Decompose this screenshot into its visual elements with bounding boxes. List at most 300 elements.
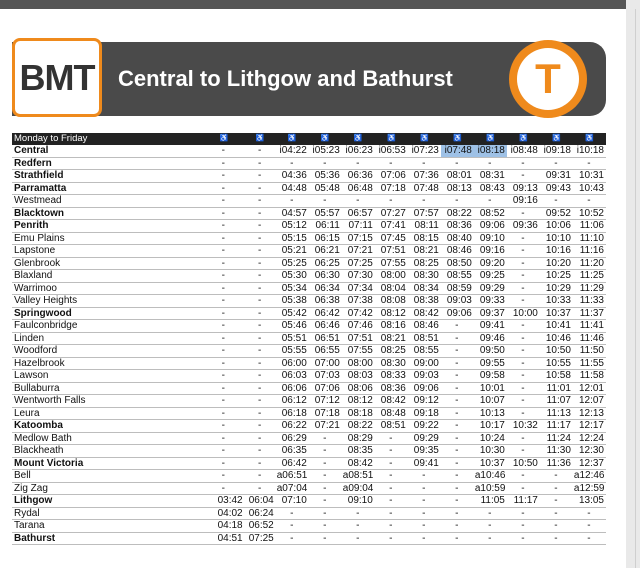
station-name: Westmead [14,195,62,206]
departure-time: 08:01 [446,170,472,181]
departure-time: - [258,282,262,294]
departure-time: 11:55 [579,357,604,369]
departure-time: 07:21 [347,245,373,256]
departure-time: 04:36 [281,170,307,181]
station-name: Blaxland [14,270,53,281]
departure-time: - [221,257,226,269]
departure-time: - [258,157,262,169]
departure-time: - [521,282,525,294]
departure-time: i07:48 [441,145,474,157]
departure-time: - [422,532,426,544]
departure-time: 09:06 [446,307,472,319]
departure-time: 06:38 [314,295,340,306]
departure-time: - [258,195,262,206]
departure-time: 10:16 [545,245,571,256]
departure-time: - [389,432,393,444]
departure-time: - [258,370,262,381]
departure-time: - [521,345,525,356]
departure-time: 08:55 [446,270,472,281]
accessibility-icon: ♿ [441,133,474,145]
departure-time: - [521,245,525,256]
departure-time: - [389,445,393,456]
departure-time: 09:29 [413,432,439,444]
departure-time: - [323,507,327,519]
departure-time: 07:25 [347,257,373,269]
departure-time: - [455,420,459,431]
departure-time: - [221,345,226,356]
departure-time: - [258,145,262,156]
departure-time: - [258,270,262,281]
departure-time: - [258,307,262,319]
departure-time: 08:42 [347,457,373,469]
departure-time: - [290,195,294,206]
departure-time: 05:46 [281,320,307,331]
departure-time: 06:29 [281,432,307,444]
departure-time: - [389,470,393,481]
departure-time: 06:04 [248,495,274,506]
departure-time: 06:03 [281,370,307,381]
departure-time: a09:04 [342,482,374,494]
station-name: Valley Heights [14,295,78,306]
table-row [12,282,606,295]
departure-time: - [587,157,591,169]
departure-time: - [521,207,525,219]
departure-time: - [221,395,226,406]
departure-time: 06:22 [281,420,307,431]
station-name: Springwood [14,307,72,319]
accessibility-icon: ♿ [342,133,375,145]
departure-time: 10:32 [512,420,538,431]
departure-time: 08:03 [347,370,373,381]
departure-time: - [258,445,262,456]
departure-time: - [258,295,262,306]
departure-time: - [455,382,459,394]
station-name: Emu Plains [14,232,65,244]
departure-time: - [554,495,558,506]
departure-time: i08:48 [510,145,538,156]
departure-time: 09:20 [479,257,505,269]
departure-time: - [488,532,492,544]
station-name: Bathurst [14,532,56,544]
departure-time: 08:08 [380,295,406,306]
departure-time: - [221,182,226,194]
departure-time: 06:15 [314,232,340,244]
departure-time: 09:36 [512,220,538,231]
departure-time: 08:33 [380,370,406,381]
table-row [12,307,606,320]
departure-time: 07:11 [348,220,373,231]
station-name: Wentworth Falls [14,395,86,406]
departure-time: 06:30 [314,270,340,281]
departure-time: 06:57 [347,207,373,219]
departure-time: 08:29 [347,432,373,444]
departure-time: 05:57 [314,207,340,219]
departure-time: 07:41 [380,220,406,231]
departure-time: 06:51 [314,332,340,344]
departure-time: 06:11 [315,220,340,231]
departure-time: - [221,332,226,344]
departure-time: 08:43 [479,182,505,194]
departure-time: - [389,482,393,494]
departure-time: 08:21 [380,332,406,344]
departure-time: - [221,420,226,431]
departure-time: 07:42 [347,307,373,319]
departure-time: - [221,470,226,481]
departure-time: 08:22 [446,207,472,219]
departure-time: 05:36 [314,170,340,181]
departure-time: 09:16 [512,195,538,206]
departure-time: 11:13 [546,407,571,419]
departure-time: 04:02 [217,507,243,519]
departure-time: - [422,495,426,506]
departure-time: 10:55 [545,357,571,369]
departure-time: - [221,270,226,281]
departure-time: - [554,532,558,544]
table-row [12,245,606,258]
station-name: Redfern [14,157,52,169]
departure-time: - [258,257,262,269]
departure-time: - [221,457,226,469]
departure-time: 09:06 [413,382,439,394]
departure-time: - [323,457,327,469]
departure-time: 10:43 [578,182,604,194]
departure-time: - [221,295,226,306]
departure-time: 07:18 [380,182,406,194]
departure-time: 11:05 [480,495,505,506]
departure-time: 08:46 [413,320,439,331]
departure-time: 08:21 [413,245,439,256]
departure-time: 09:33 [479,295,505,306]
departure-time: 10:52 [578,207,604,219]
departure-time: a08:51 [342,470,374,481]
departure-time: 12:30 [578,445,604,456]
departure-time: 12:13 [578,407,604,419]
table-row [12,382,606,395]
departure-time: - [389,195,393,206]
departure-time: 05:38 [281,295,307,306]
departure-time: - [258,345,262,356]
departure-time: 09:31 [545,170,571,181]
departure-time: - [258,232,262,244]
departure-time: - [521,445,525,456]
departure-time: - [258,170,262,181]
station-name: Warrimoo [14,282,57,294]
departure-time: i08:18 [474,145,507,157]
table-row [12,270,606,283]
departure-time: - [323,195,327,206]
departure-time: - [258,320,262,331]
departure-time: 11:07 [546,395,571,406]
departure-time: - [455,532,459,544]
departure-time: 08:48 [380,407,406,419]
departure-time: 09:43 [545,182,571,194]
timetable-body [12,145,606,545]
departure-time: - [521,470,525,481]
departure-time: 06:24 [248,507,274,519]
departure-time: i06:23 [345,145,373,156]
departure-time: 11:20 [579,257,604,269]
departure-time: - [455,345,459,356]
departure-time: 09:35 [413,445,439,456]
departure-time: - [389,507,393,519]
departure-time: 08:00 [347,357,373,369]
departure-time: 06:00 [281,357,307,369]
departure-time: - [554,195,558,206]
departure-time: 09:50 [479,345,505,356]
departure-time: 09:25 [479,270,505,281]
departure-time: 07:30 [347,270,373,281]
departure-time: 08:04 [380,282,406,294]
departure-time: 07:12 [314,395,340,406]
station-name: Strathfield [14,170,64,181]
departure-time: 06:52 [248,520,274,531]
table-row [12,182,606,195]
departure-time: - [455,320,459,331]
departure-time: 07:51 [347,332,373,344]
table-row [12,495,606,508]
departure-time: - [422,470,426,481]
table-row [12,457,606,470]
departure-time: - [258,182,262,194]
accessibility-icon: ♿ [540,133,573,145]
departure-time: - [521,370,525,381]
departure-time: a06:51 [276,470,308,481]
departure-time: 07:25 [248,532,274,544]
departure-time: - [422,520,426,531]
departure-time: 08:12 [347,395,373,406]
departure-time: 12:24 [578,432,604,444]
departure-time: - [221,307,226,319]
table-row [12,145,606,157]
table-row [12,295,606,308]
departure-time: 10:50 [545,345,571,356]
departure-time: a07:04 [276,482,308,494]
departure-time: 10:13 [479,407,505,419]
station-name: Woodford [14,345,58,356]
departure-time: 05:55 [281,345,307,356]
station-name: Leura [14,407,40,419]
table-row [12,232,606,245]
page-title: Central to Lithgow and Bathurst [118,66,453,91]
departure-time: 08:59 [446,282,472,294]
departure-time: - [323,432,327,444]
departure-time: 10:06 [545,220,571,231]
departure-time: 06:18 [281,407,307,419]
table-row [12,482,606,495]
departure-time: - [258,420,262,431]
departure-time: 04:18 [217,520,243,531]
departure-time: i05:23 [312,145,340,156]
departure-time: 09:16 [479,245,505,256]
departure-time: - [221,282,226,294]
departure-time: 08:30 [413,270,439,281]
departure-time: 06:25 [314,257,340,269]
departure-time: 09:41 [413,457,439,469]
departure-time: - [258,332,262,344]
bmt-logo-text: BMT [19,56,95,98]
departure-time: - [422,195,426,206]
departure-time: - [488,157,492,169]
departure-time: - [521,432,525,444]
departure-time: - [521,332,525,344]
accessibility-icon: ♿ [276,133,309,145]
station-name: Katoomba [14,420,63,431]
departure-time: 10:00 [512,307,538,319]
departure-time: - [221,382,226,394]
departure-time: 10:17 [479,420,505,431]
departure-time: 07:57 [413,207,439,219]
departure-time: - [356,157,360,169]
departure-time: 10:30 [479,445,505,456]
departure-time: 12:01 [578,382,604,394]
departure-time: 07:55 [380,257,406,269]
departure-time: 06:55 [314,345,340,356]
departure-time: - [258,395,262,406]
departure-time: 11:10 [579,232,604,244]
departure-time: 05:30 [281,270,307,281]
departure-time: 10:10 [545,232,571,244]
station-name: Rydal [14,507,40,519]
departure-time: - [488,195,492,206]
departure-time: - [221,245,226,256]
table-row [12,470,606,483]
departure-time: - [521,382,525,394]
departure-time: 08:12 [380,307,406,319]
departure-time: - [221,232,226,244]
departure-time: - [422,507,426,519]
departure-time: - [221,145,226,156]
departure-time: i10:18 [576,145,604,156]
departure-time: 09:06 [479,220,505,231]
departure-time: - [290,520,294,531]
departure-time: i07:23 [411,145,439,156]
departure-time: - [422,482,426,494]
departure-time: - [356,520,360,531]
table-row [12,332,606,345]
departure-time: 10:58 [545,370,571,381]
departure-time: - [258,457,262,469]
departure-time: - [521,295,525,306]
departure-time: 11:36 [546,457,571,469]
departure-time: - [258,245,262,256]
transport-t-logo [509,40,587,118]
departure-time: - [258,357,262,369]
departure-time: 05:48 [314,182,340,194]
departure-time: 11:37 [579,307,604,319]
departure-time: 13:05 [578,495,604,506]
departure-time: 07:21 [314,420,340,431]
departure-time: 07:34 [347,282,373,294]
departure-time: 06:06 [281,382,307,394]
accessibility-icon: ♿ [375,133,408,145]
departure-time: 09:52 [545,207,571,219]
departure-time: - [221,357,226,369]
departure-time: - [488,507,492,519]
table-row [12,420,606,433]
transport-t-logo-inner [517,48,579,110]
departure-time: 09:22 [413,420,439,431]
departure-time: 08:31 [479,170,505,181]
table-row [12,395,606,408]
station-name: Glenbrook [14,257,61,269]
departure-time: 07:45 [380,232,406,244]
departure-time: - [521,520,525,531]
table-row [12,507,606,520]
table-row [12,195,606,208]
departure-time: - [258,432,262,444]
departure-time: 11:29 [579,282,604,294]
accessibility-icon: ♿ [474,133,507,145]
departure-time: - [356,507,360,519]
departure-time: - [323,482,327,494]
departure-time: - [455,457,459,469]
departure-time: 08:52 [479,207,505,219]
departure-time: 07:36 [413,170,439,181]
station-name: Tarana [14,520,45,531]
departure-time: 11:25 [579,270,604,281]
departure-time: 08:46 [446,245,472,256]
departure-time: - [455,495,459,506]
timetable-header-row [12,133,606,145]
departure-time: - [258,470,262,481]
window-top-bar [0,0,640,9]
departure-time: 08:50 [446,257,472,269]
viewer-scroll-edge[interactable] [626,0,640,568]
accessibility-icon: ♿ [245,133,276,145]
departure-time: - [521,257,525,269]
departure-time: 10:37 [479,457,505,469]
departure-time: - [587,532,591,544]
departure-time: 08:22 [347,420,373,431]
departure-time: 06:12 [281,395,307,406]
departure-time: 08:13 [446,182,472,194]
departure-time: 09:10 [347,495,373,506]
departure-time: 08:55 [413,345,439,356]
departure-time: - [221,370,226,381]
departure-time: - [258,382,262,394]
departure-time: 07:48 [413,182,439,194]
departure-time: 09:55 [479,357,505,369]
departure-time: a10:59 [474,482,506,494]
departure-time: - [455,370,459,381]
departure-time: 07:03 [314,370,340,381]
departure-time: - [221,195,226,206]
departure-time: 08:42 [380,395,406,406]
departure-time: a12:46 [573,470,605,481]
station-name: Bullaburra [14,382,60,394]
departure-time: 08:38 [413,295,439,306]
departure-time: 11:01 [546,382,571,394]
departure-time: - [521,320,525,331]
station-name: Parramatta [14,182,67,194]
station-name: Mount Victoria [14,457,84,469]
departure-time: 06:21 [314,245,340,256]
departure-time: 11:16 [579,245,604,256]
departure-time: 11:41 [579,320,604,331]
departure-time: 07:27 [380,207,406,219]
departure-time: - [455,357,459,369]
departure-time: - [389,495,393,506]
day-label: Monday to Friday [12,133,203,145]
departure-time: 06:48 [347,182,373,194]
table-row [12,345,606,358]
departure-time: - [258,482,262,494]
departure-time: 09:13 [512,182,538,194]
departure-time: 07:06 [314,382,340,394]
departure-time: a10:46 [474,470,506,481]
departure-time: - [221,445,226,456]
departure-time: - [554,157,558,169]
